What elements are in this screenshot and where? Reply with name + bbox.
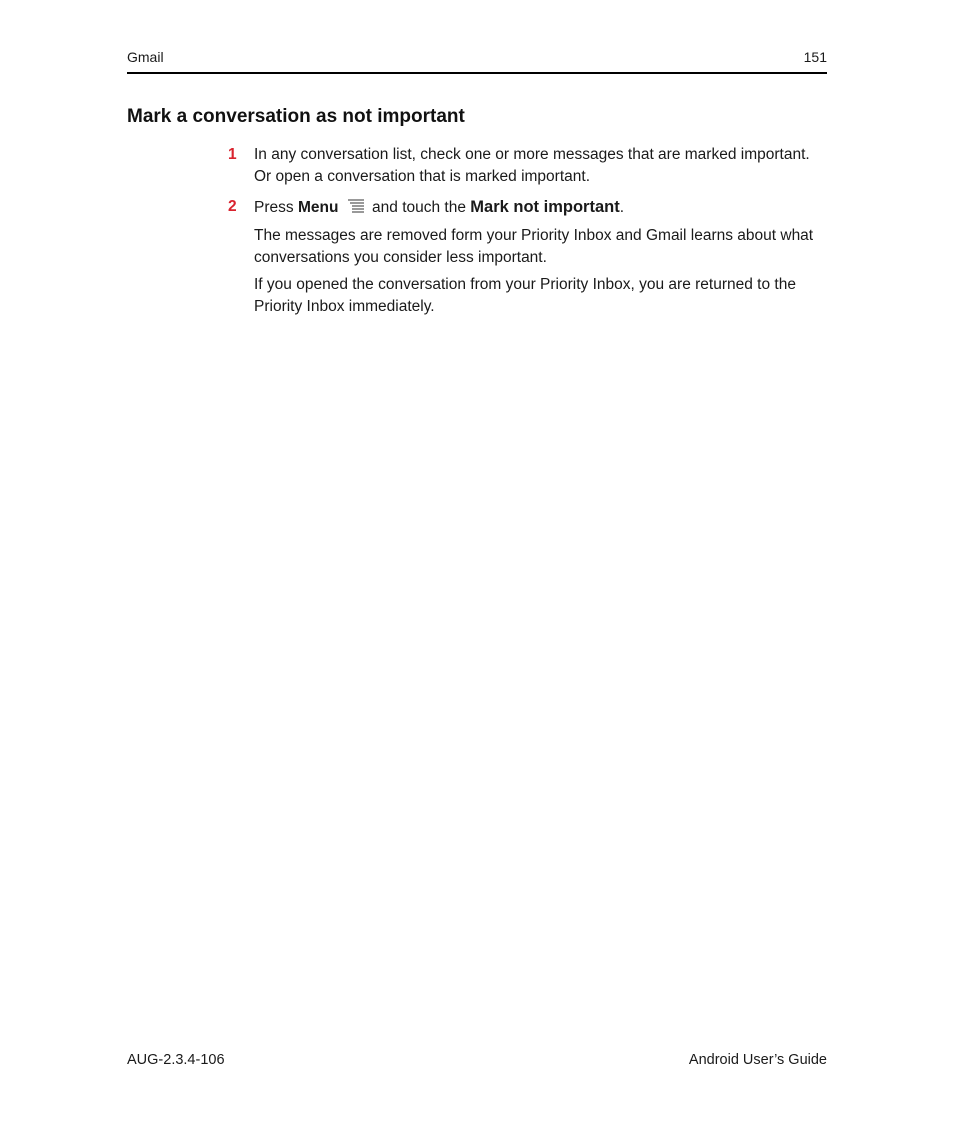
step-number: 1: [228, 146, 237, 163]
footer-guide-title: Android User’s Guide: [688, 1052, 827, 1068]
step-text-period: .: [619, 199, 625, 216]
page-header: [127, 48, 827, 74]
paragraph-line: If you opened the conversation from your Priority Inbox, you are returned to the: [254, 276, 796, 293]
step-text-line: In any conversation list, check one or more messages that are marked important.: [254, 146, 810, 163]
step-text-line: Or open a conversation that is marked important.: [254, 168, 590, 185]
step-text-and-touch: and touch the: [372, 199, 466, 216]
paragraph-line: Priority Inbox immediately.: [254, 298, 435, 315]
step-text-press: Press: [254, 199, 294, 216]
menu-icon: [347, 198, 365, 214]
paragraph-line: conversations you consider less important.: [254, 249, 547, 266]
step-text: [254, 196, 828, 219]
mark-not-important-term: Mark not important: [470, 198, 620, 216]
footer-doc-id: AUG-2.3.4-106: [127, 1052, 225, 1068]
section-title: Mark a conversation as not important: [127, 106, 465, 127]
header-section-name: Gmail: [127, 49, 164, 65]
menu-key-label: Menu: [297, 199, 339, 216]
step-number: 2: [228, 198, 237, 215]
paragraph-line: The messages are removed form your Priority Inbox and Gmail learns about what: [254, 227, 814, 244]
header-page-number: 151: [803, 49, 827, 65]
step-text: [254, 144, 828, 188]
result-paragraph: [254, 225, 828, 269]
priority-inbox-paragraph: [254, 274, 828, 318]
